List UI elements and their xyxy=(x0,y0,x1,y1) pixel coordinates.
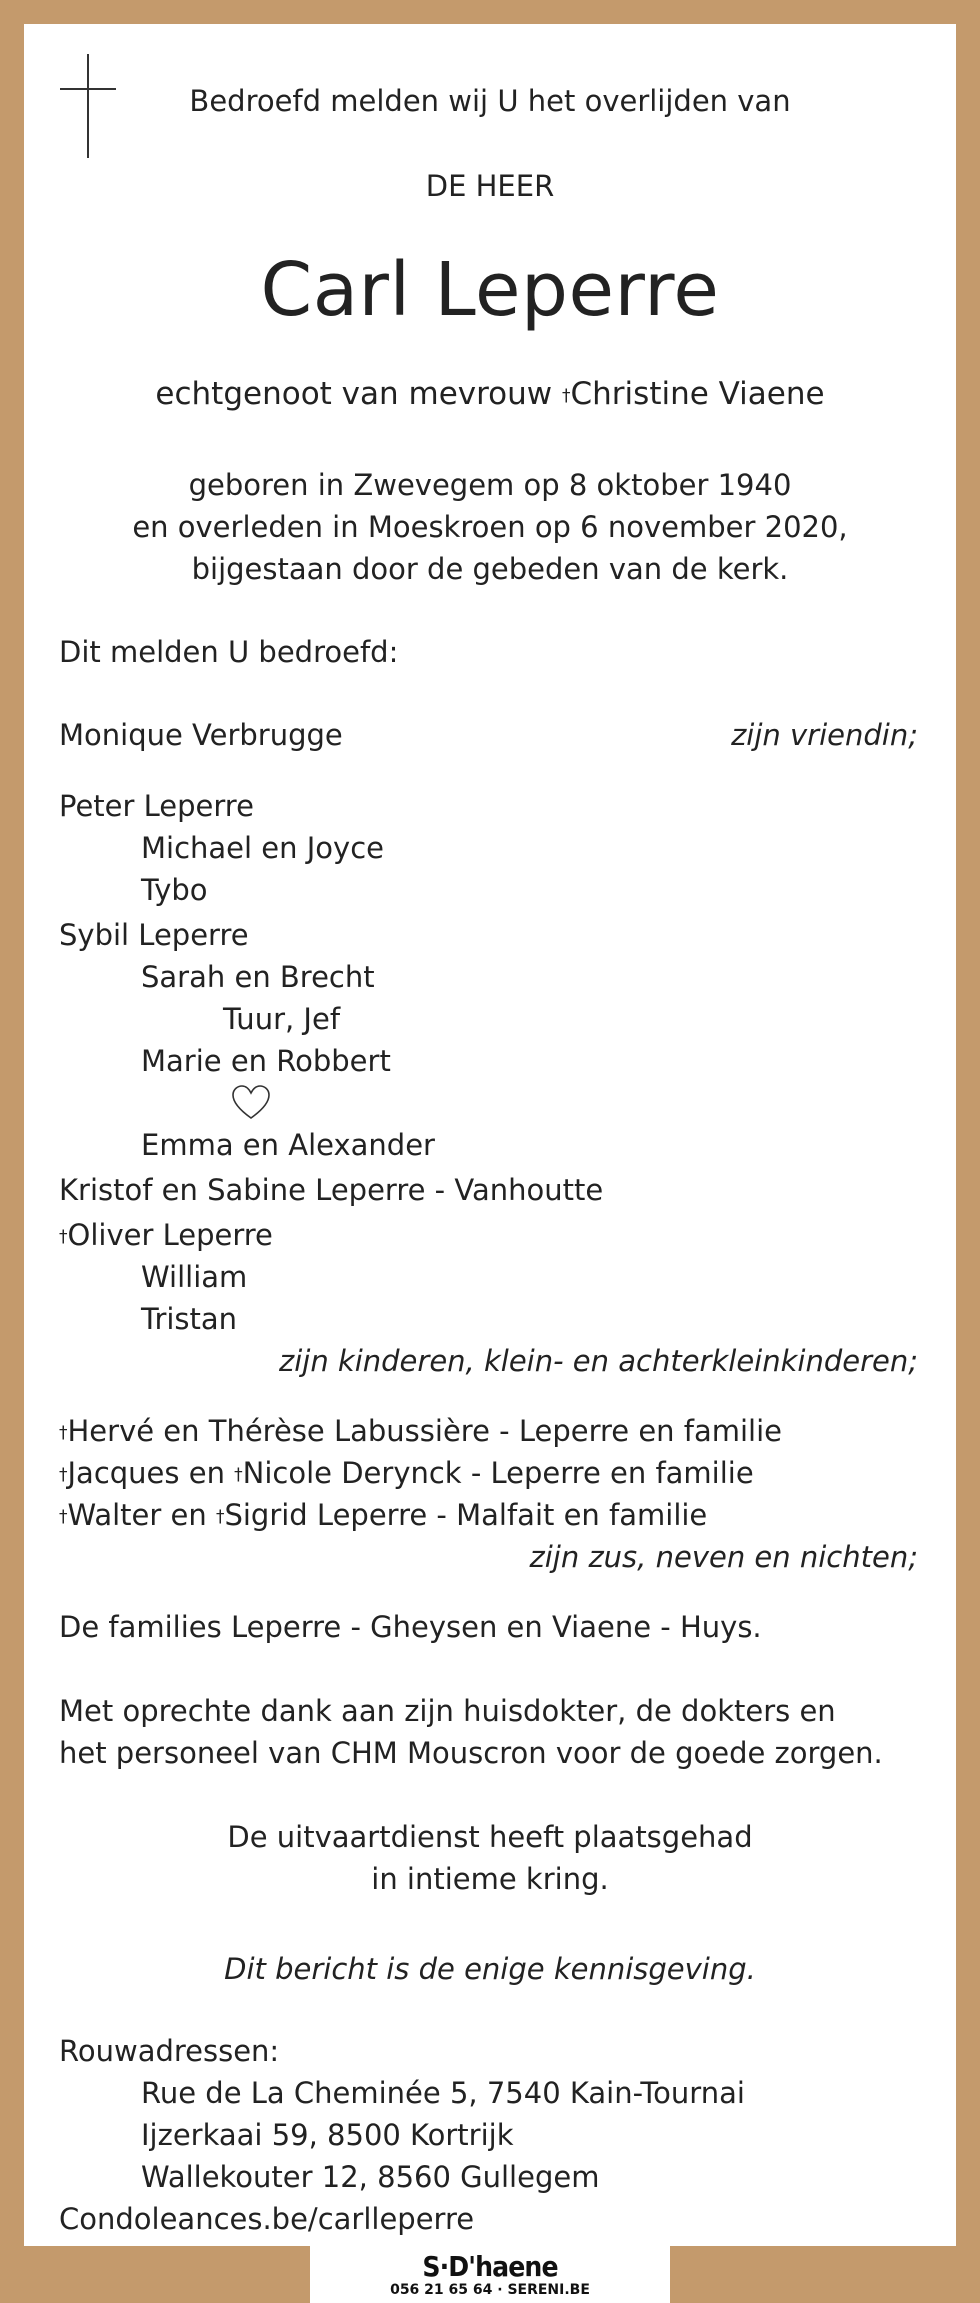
friend-name: Monique Verbrugge xyxy=(59,718,343,752)
list-item: Sybil Leperre xyxy=(59,918,249,952)
siblings-relation: zijn zus, neven en nichten; xyxy=(529,1540,918,1574)
list-item: Emma en Alexander xyxy=(141,1128,435,1162)
funeral-home-footer xyxy=(310,2246,670,2303)
service-line: in intieme kring. xyxy=(371,1862,609,1896)
list-item: Kristof en Sabine Leperre - Vanhoutte xyxy=(59,1173,604,1207)
list-item: †Walter en †Sigrid Leperre - Malfait en familie xyxy=(59,1498,708,1532)
title-prefix: DE HEER xyxy=(425,169,555,203)
list-item: Peter Leperre xyxy=(59,789,254,823)
intro-text: Bedroefd melden wij U het overlijden van xyxy=(189,84,791,118)
condolences-link[interactable]: Condoleances.be/carlleperre xyxy=(59,2202,475,2236)
death-line: en overleden in Moeskroen op 6 november 2020, xyxy=(132,510,848,544)
addresses-label: Rouwadressen: xyxy=(59,2034,280,2068)
notice-text: Dit bericht is de enige kennisgeving. xyxy=(224,1952,756,1986)
list-item: Sarah en Brecht xyxy=(141,960,375,994)
list-item: William xyxy=(141,1260,248,1294)
birth-line: geboren in Zwevegem op 8 oktober 1940 xyxy=(188,468,792,502)
funeral-home-logo: S·D'haene xyxy=(422,2250,558,2283)
list-item: Tybo xyxy=(141,873,208,907)
children-relation: zijn kinderen, klein- en achterkleinkinderen; xyxy=(278,1344,918,1378)
list-item: Marie en Robbert xyxy=(141,1044,391,1078)
address-line: Wallekouter 12, 8560 Gullegem xyxy=(141,2160,600,2194)
announcers-intro: Dit melden U bedroefd: xyxy=(59,635,399,669)
list-item: †Hervé en Thérèse Labussière - Leperre en familie xyxy=(59,1414,783,1448)
address-line: Ijzerkaai 59, 8500 Kortrijk xyxy=(141,2118,514,2152)
funeral-home-contact: 056 21 65 64 · SERENI.BE xyxy=(390,2282,590,2298)
heart-icon xyxy=(231,1084,271,1122)
thanks-line: Met oprechte dank aan zijn huisdokter, de dokters en xyxy=(59,1694,836,1728)
friend-relation: zijn vriendin; xyxy=(731,718,918,752)
list-item: Michael en Joyce xyxy=(141,831,384,865)
list-item: Tristan xyxy=(141,1302,238,1336)
list-item: †Oliver Leperre xyxy=(59,1218,273,1252)
address-line: Rue de La Cheminée 5, 7540 Kain-Tournai xyxy=(141,2076,745,2110)
thanks-line: het personeel van CHM Mouscron voor de goede zorgen. xyxy=(59,1736,883,1770)
church-line: bijgestaan door de gebeden van de kerk. xyxy=(191,552,789,586)
list-item: †Jacques en †Nicole Derynck - Leperre en familie xyxy=(59,1456,754,1490)
deceased-name: Carl Leperre xyxy=(260,247,720,333)
spouse-line: echtgenoot van mevrouw †Christine Viaene xyxy=(155,376,825,412)
list-item: Tuur, Jef xyxy=(223,1002,341,1036)
obituary-card xyxy=(24,24,956,2246)
families-text: De families Leperre - Gheysen en Viaene - Huys. xyxy=(59,1610,762,1644)
service-line: De uitvaartdienst heeft plaatsgehad xyxy=(227,1820,753,1854)
